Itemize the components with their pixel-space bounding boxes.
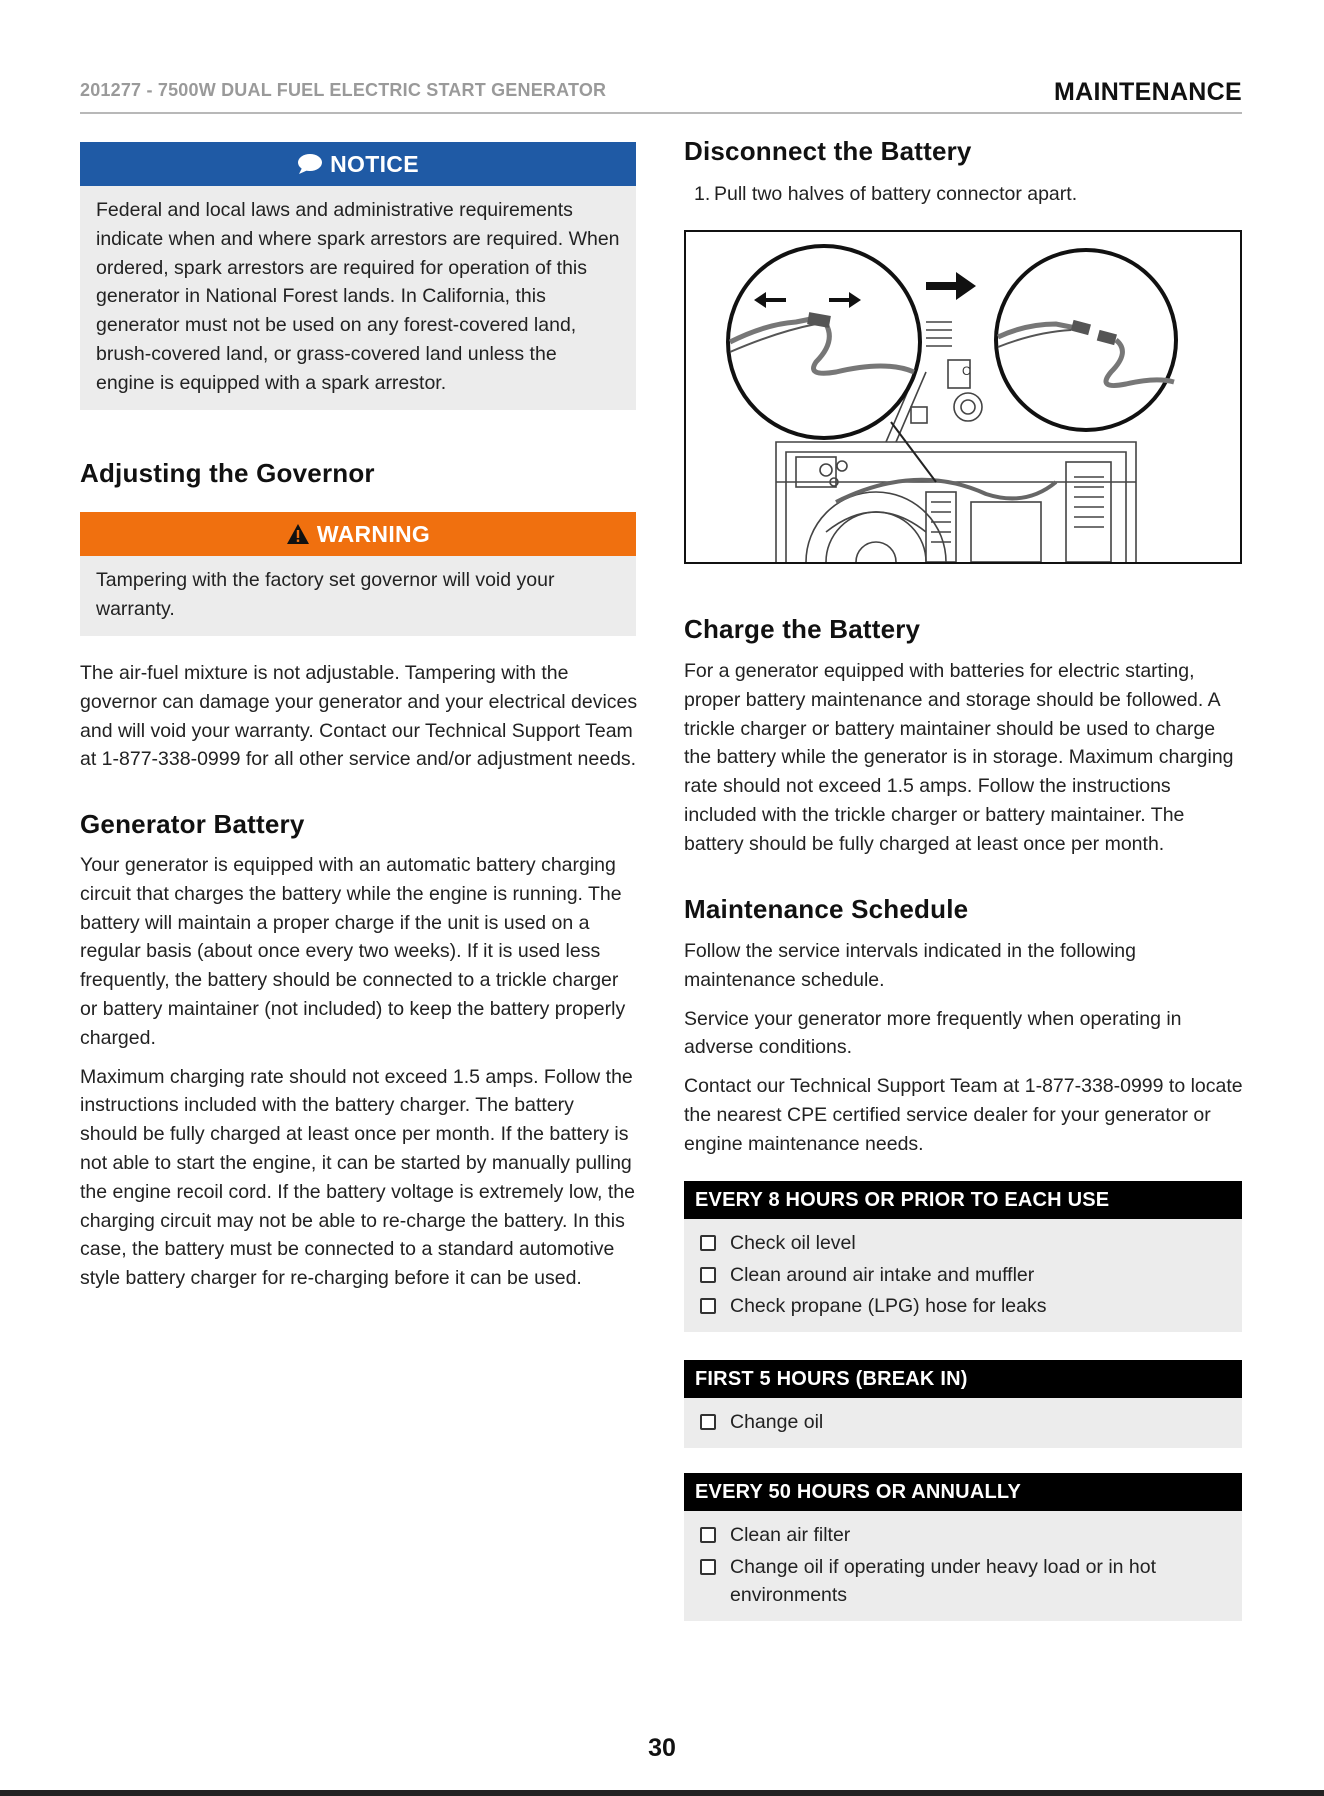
schedule-heading: Maintenance Schedule <box>684 894 969 924</box>
charge-heading: Charge the Battery <box>684 614 921 644</box>
schedule-group-heading: EVERY 50 HOURS OR ANNUALLY <box>684 1473 1242 1511</box>
charge-paragraph <box>684 657 1244 869</box>
checkbox[interactable] <box>700 1559 716 1575</box>
governor-body: The air-fuel mixture is not adjustable. Tampering with the governor can damage your generator and your electrical devices and will void your warranty. Contact our Technical Support Team at 1-877-338-0999 for all other service and/or adjustment needs. <box>80 662 638 771</box>
checkbox[interactable] <box>700 1527 716 1543</box>
schedule-group <box>684 1473 1242 1621</box>
checklist-item <box>700 1292 1228 1321</box>
warning-header <box>80 512 636 556</box>
schedule-group-items <box>684 1398 1242 1448</box>
checklist-item-label: Check propane (LPG) hose for leaks <box>730 1295 1047 1317</box>
speech-bubble-icon <box>297 153 323 175</box>
header-divider <box>80 112 1242 114</box>
governor-paragraph <box>80 659 640 784</box>
warning-label: WARNING <box>316 520 431 547</box>
charge-body: For a generator equipped with batteries for electric starting, proper battery maintenance and storage should be followed. A trickle charger or battery maintainer should be used to charge the battery while the generator is in storage. Maximum charging rate should not exceed 1.5 amps. Follow the instructions included with the trickle charger or battery maintainer. The battery should be fully charged at least once per month. <box>684 660 1234 855</box>
checklist-item-label: Change oil <box>730 1411 824 1433</box>
step-text: Pull two halves of battery connector apart. <box>714 183 1078 205</box>
checklist-item <box>700 1521 1228 1550</box>
checkbox[interactable] <box>700 1414 716 1430</box>
checkbox[interactable] <box>700 1298 716 1314</box>
checklist-item-label: Change oil if operating under heavy load or in hot environments <box>730 1555 1157 1606</box>
notice-text: Federal and local laws and administrative requirements indicate when and where spark arrestors are required. When ordered, spark arrestors are required for operation of this generator in National Forest lands. In California, this generator must not be used on any forest-covered land, brush-covered land, or grass-covered land unless the engine is equipped with a spark arrestor. <box>80 186 636 410</box>
step-number: 1. <box>694 183 711 205</box>
checklist-item-label: Clean around air intake and muffler <box>730 1263 1035 1286</box>
schedule-group-items <box>684 1219 1242 1332</box>
bottom-edge <box>0 1790 1324 1796</box>
checkbox[interactable] <box>700 1267 716 1283</box>
schedule-group <box>684 1181 1242 1332</box>
schedule-p1: Follow the service intervals indicated in the following maintenance schedule. <box>684 940 1136 991</box>
notice-header <box>80 142 636 186</box>
warning-box <box>80 512 636 636</box>
svg-text:C: C <box>962 364 971 378</box>
generator-battery-paragraphs <box>80 851 636 1303</box>
generator-battery-p1: Your generator is equipped with an automatic battery charging circuit that charges the battery while the engine is running. The battery will maintain a proper charge if the unit is used on a regular basis (about once every two weeks). If it is used less frequently, the battery should be connected to a trickle charger or battery maintainer (not included) to keep the battery properly charged. <box>80 854 626 1049</box>
checkbox[interactable] <box>700 1235 716 1251</box>
schedule-group <box>684 1360 1242 1448</box>
schedule-paragraphs <box>684 937 1244 1169</box>
disconnect-heading: Disconnect the Battery <box>684 136 972 166</box>
notice-box <box>80 142 636 410</box>
battery-connector-illustration <box>684 230 1242 564</box>
checklist-item <box>700 1261 1228 1290</box>
generator-battery-heading: Generator Battery <box>80 809 305 839</box>
step-item <box>684 180 1242 208</box>
checklist-item <box>700 1229 1228 1258</box>
warning-triangle-icon <box>286 523 310 545</box>
document-title: 201277 - 7500W DUAL FUEL ELECTRIC START GENERATOR <box>80 80 607 100</box>
notice-label: NOTICE <box>330 150 419 177</box>
schedule-p3: Contact our Technical Support Team at 1-877-338-0999 to locate the nearest CPE certified service dealer for your generator or engine maintenance needs. <box>684 1075 1243 1155</box>
schedule-p2: Service your generator more frequently when operating in adverse conditions. <box>684 1007 1182 1059</box>
warning-text: Tampering with the factory set governor will void your warranty. <box>80 556 636 636</box>
checklist-item-label: Check oil level <box>730 1232 856 1254</box>
disconnect-steps <box>684 180 1242 208</box>
schedule-group-items <box>684 1511 1242 1621</box>
page-number: 30 <box>648 1734 676 1762</box>
schedule-group-heading: EVERY 8 HOURS OR PRIOR TO EACH USE <box>684 1181 1242 1219</box>
checklist-item <box>700 1408 1228 1437</box>
section-title: MAINTENANCE <box>1053 78 1242 106</box>
schedule-group-heading: FIRST 5 HOURS (BREAK IN) <box>684 1360 1242 1398</box>
checklist-item-label: Clean air filter <box>730 1524 851 1546</box>
checklist-item <box>700 1553 1228 1610</box>
generator-battery-p2: Maximum charging rate should not exceed 1.5 amps. Follow the instructions included with the battery charger. The battery should be fully charged at least once per month. If the battery is not able to start the engine, it can be started by manually pulling the engine recoil cord. If the battery voltage is extremely low, the charging circuit may not be able to re-charge the battery. In this case, the battery must be connected to a standard automotive style battery charger for re-charging before it can be used. <box>80 1065 635 1290</box>
governor-heading: Adjusting the Governor <box>80 458 375 488</box>
